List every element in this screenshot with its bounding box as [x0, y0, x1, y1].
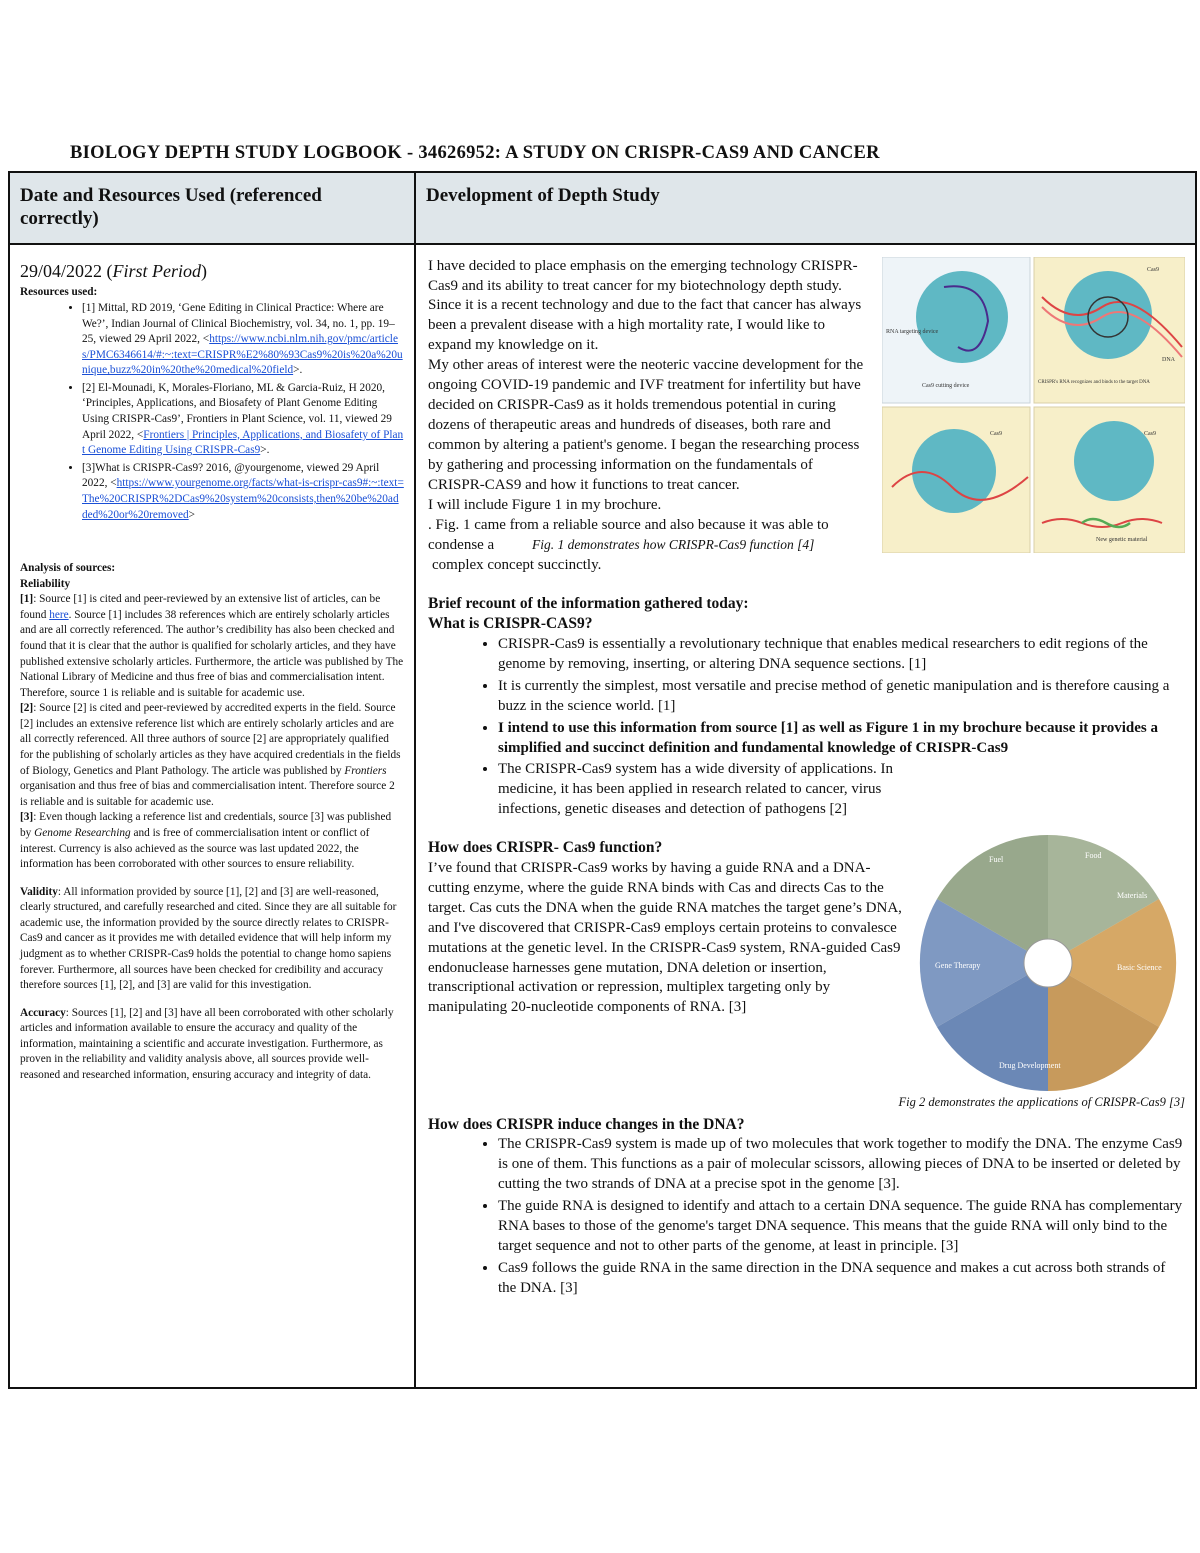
paragraph-text: organisation and thus free of bias and commercialisation intent. Therefore source 2 is reliable and is suitable for academic use.	[20, 780, 395, 808]
q3-points	[428, 1135, 1185, 1299]
source-tag: [1]	[20, 593, 34, 606]
source-tag: [3]	[20, 811, 34, 824]
analysis-label: Analysis of sources:	[20, 562, 116, 575]
recount-title: Brief recount of the information gathered today:	[428, 594, 749, 612]
question-3: How does CRISPR induce changes in the DNA?	[428, 1115, 745, 1133]
reliability-source-3	[20, 810, 404, 872]
intro-paragraph-2: My other areas of interest were the neoteric vaccine development for the ongoing COVID-19 pandemic and IVF treatment for infertility but have decided on CRISPR-Cas9 as it holds tremendous potential in curing dozens of therapeutic areas and hundreds of diseases, both rare and common by altering a patient's genome. I began the researching process by gathering and processing information on the fundamentals of CRISPR-CAS9 and how it functions to treat cancer.	[428, 357, 864, 493]
validity-paragraph	[20, 885, 404, 994]
reference-tail: >.	[293, 364, 303, 377]
fig1-label: New genetic material	[1096, 536, 1148, 543]
entry-row	[9, 244, 1196, 1388]
figure-1-crispr-diagram	[882, 257, 1185, 557]
reference-item	[82, 461, 404, 523]
fig2-label: Materials	[1117, 891, 1148, 901]
fig2-label: Gene Therapy	[935, 961, 981, 971]
fig2-label: Drug Development	[999, 1061, 1061, 1071]
publisher-name: Frontiers	[344, 764, 387, 777]
resources-label: Resources used:	[20, 286, 98, 299]
paragraph-text: : Source [1] is cited and peer-reviewed by an extensive list of articles, can be found	[20, 593, 381, 621]
publisher-name: Genome Researching	[34, 826, 131, 839]
paragraph-text: . Source [1] includes 38 references which are entirely scholarly articles and are all correctly referenced. The author’s credibility has also been checked and found that it is clear that the author is qualified for scholarly articles, and they have published extensive scholarly articles. Furthermore, the article was published by The National Library of Medicine and thus free of bias and commercialisation intent. Therefore, source 1 is reliable and is suitable for academic use.	[20, 608, 404, 699]
page-title: BIOLOGY DEPTH STUDY LOGBOOK - 34626952: A STUDY ON CRISPR-CAS9 AND CANCER	[70, 143, 880, 163]
header-row	[9, 172, 1196, 244]
reliability-source-2	[20, 701, 404, 810]
date-text: 29/04/2022	[20, 260, 103, 281]
validity-label: Validity	[20, 885, 58, 898]
header-development: Development of Depth Study	[415, 172, 1196, 244]
figure-2-applications-wheel	[917, 832, 1179, 1094]
fig2-label: Food	[1085, 851, 1102, 861]
fig1-label: RNA targeting device	[886, 328, 939, 335]
paragraph-text: : Source [2] is cited and peer-reviewed by accredited experts in the field. Source [2] includes an extensive reference list which are entirely scholarly articles and are all correctly referenced. All three authors of source [2] are appropriately qualified for the publishing of scholarly articles as they have acquired credentials in the fields of Biology, Genetics and Plant Pathology. The article was published by	[20, 702, 401, 777]
reference-tail: >.	[260, 444, 270, 457]
reference-list	[20, 301, 404, 523]
fig1-label: Cas9 cutting device	[922, 382, 970, 389]
fig1-caption: Fig. 1 demonstrates how CRISPR-Cas9 function [4]	[531, 536, 815, 552]
paragraph-text: : Even though lacking a reference list and credentials, source [3] was published by	[20, 811, 392, 839]
crispr-diagram-image	[882, 257, 1185, 553]
reference-item	[82, 301, 404, 379]
reference-text: [1] Mittal, RD 2019, ‘Gene Editing in Clinical Practice: Where are We?’, Indian Journal of Clinical Biochemistry, vol. 34, no. 1, pp. 19–25, viewed 29 April 2022, <	[82, 302, 395, 346]
list-item: • Cas9 follows the guide RNA in the same direction in the DNA sequence and makes a cut across both strands of the DNA. [3]	[498, 1259, 1185, 1299]
reliability-source-1	[20, 592, 404, 701]
source-tag: [2]	[20, 702, 34, 715]
intro-paragraph-3: I will include Figure 1 in my brochure.	[428, 496, 662, 513]
accuracy-label: Accuracy	[20, 1006, 66, 1019]
list-item: • It is currently the simplest, most versatile and precise method of genetic manipulation and is therefore causing a buzz in the science world. [1]	[498, 677, 1185, 717]
paragraph-text: : Sources [1], [2] and [3] have all been corroborated with other scholarly articles and information available to ensure the accuracy and quality of the information, maintaining a scientific and accurate investigation. Furthermore, as proven in the reliability and validity analysis above, all sources provide well-reasoned and researched information, ensuring accuracy and integrity of data.	[20, 1006, 394, 1082]
analysis-section	[20, 561, 404, 1084]
reference-tail: >	[188, 508, 196, 521]
fig1-label: Cas9	[1147, 266, 1159, 273]
list-item: • The CRISPR-Cas9 system has a wide diversity of applications. In medicine, it has been applied in research related to cancer, virus infections, genetic diseases and detection of pathogens [2]	[498, 760, 1185, 820]
paragraph-text: : All information provided by source [1], [2] and [3] are well-reasoned, clearly structured, and carefully researched and cited. Since they are all suitable for academic use, the information provided by the source directly relates to CRISPR-Cas9 and cancer as it provides me with detailed evidence that will help inform my judgment as to whether CRISPR-Cas9 holds the potential to change homo sapiens forever. Furthermore, all sources have been checked for credibility and accuracy therefore sources [1], [2], and [3] are valid for this investigation.	[20, 885, 397, 992]
period-text: First Period	[112, 260, 202, 281]
fig1-note-text: . Fig. 1 came from a reliable source and also because it was able to condense a	[428, 516, 829, 553]
header-resources: Date and Resources Used (referenced correctly)	[9, 172, 415, 244]
fig1-label: DNA	[1162, 356, 1175, 363]
q2-paragraph: I’ve found that CRISPR-Cas9 works by having a guide RNA and a DNA-cutting enzyme, where the guide RNA binds with Cas and directs Cas to the target. Cas cuts the DNA when the guide RNA matches the target gene’s DNA, and I've discovered that CRISPR-Cas9 employs certain proteins to convalesce mutations at the genetic level. In the CRISPR-Cas9 system, RNA-guided Cas9 endonuclease harnesses gene mutation, DNA deletion or insertion, transcriptional activation or repression, multiplex targeting only by manipulating 20-nucleotide components of RNA. [3]	[428, 859, 902, 1016]
fig2-label: Basic Science	[1117, 963, 1162, 973]
entry-date: 29/04/2022 (First Period)	[20, 260, 208, 281]
reference-link[interactable]: https://www.ncbi.nlm.nih.gov/pmc/articles/PMC6346614/#:~:text=CRISPR%E2%80%93Cas9%20is%20a%20unique,buzz%20in%20the%20medical%20field	[82, 333, 403, 377]
reference-link[interactable]: Frontiers | Principles, Applications, and Biosafety of Plant Genome Editing Using CRISPR-Cas9	[82, 428, 404, 457]
intro-paragraph-1: I have decided to place emphasis on the emerging technology CRISPR-Cas9 and its ability to treat cancer for my biotechnology depth study. Since it is a recent technology and due to the fact that cancer has always been a prevalent disease with a high mortality rate, I would like to expand my knowledge on it.	[428, 257, 862, 354]
reference-text: [3]What is CRISPR-Cas9? 2016, @yourgenome, viewed 29 April 2022, <	[82, 461, 380, 490]
fig1-label: CRISPR's RNA recognizes and binds to the target DNA	[1038, 379, 1150, 385]
reliability-label: Reliability	[20, 577, 71, 590]
question-1: What is CRISPR-CAS9?	[428, 615, 593, 633]
resources-cell	[9, 244, 415, 1388]
question-2: How does CRISPR- Cas9 function?	[428, 839, 663, 857]
applications-wheel-image	[917, 832, 1179, 1094]
list-item: • The CRISPR-Cas9 system is made up of two molecules that work together to modify the DNA. The enzyme Cas9 is one of them. This functions as a pair of molecular scissors, allowing pieces of DNA to be inserted or deleted by cutting the two strands of DNA at a precise spot in the genome [3].	[498, 1135, 1185, 1195]
list-item: • The guide RNA is designed to identify and attach to a certain DNA sequence. The guide RNA has complementary RNA bases to those of the genome's target DNA sequence. This means that the guide RNA will only bind to the target sequence and not to other parts of the genome, at least in principle. [3]	[498, 1197, 1185, 1257]
list-item: • CRISPR-Cas9 is essentially a revolutionary technique that enables medical researchers to edit regions of the genome by removing, inserting, or altering DNA sequence sections. [1]	[498, 635, 1185, 675]
q1-points	[428, 635, 1185, 820]
reference-text: [2] El-Mounadi, K, Morales-Floriano, ML & Garcia-Ruiz, H 2020, ‘Principles, Applications, and Biosafety of Plant Genome Editing Using CRISPR-Cas9’, Frontiers in Plant Science, vol. 11, viewed 29 April 2022, <	[82, 381, 392, 441]
logbook-table	[8, 171, 1197, 1389]
list-item: • I intend to use this information from source [1] as well as Figure 1 in my brochure because it provides a simplified and succinct definition and fundamental knowledge of CRISPR-Cas9	[498, 719, 1185, 759]
fig1-label: Cas9	[990, 430, 1002, 437]
development-cell	[415, 244, 1196, 1388]
fig1-label: Cas9	[1144, 430, 1156, 437]
fig1-note-end: complex concept succinctly.	[432, 556, 602, 573]
fig2-caption: Fig 2 demonstrates the applications of CRISPR-Cas9 [3]	[898, 1095, 1185, 1110]
reference-link[interactable]: https://www.yourgenome.org/facts/what-is-crispr-cas9#:~:text=The%20CRISPR%2DCas9%20system%20consists,then%20be%20added%20or%20removed	[82, 477, 404, 521]
here-link[interactable]: here	[49, 608, 69, 621]
paragraph-text: and is free of commercialisation intent or conflict of interest. Currency is also achieved as the source was last updated 2022, the information has been corroborated with other sources to ensure reliability.	[20, 826, 370, 871]
reference-item	[82, 381, 404, 459]
accuracy-paragraph	[20, 1006, 404, 1084]
fig2-label: Fuel	[989, 855, 1004, 865]
